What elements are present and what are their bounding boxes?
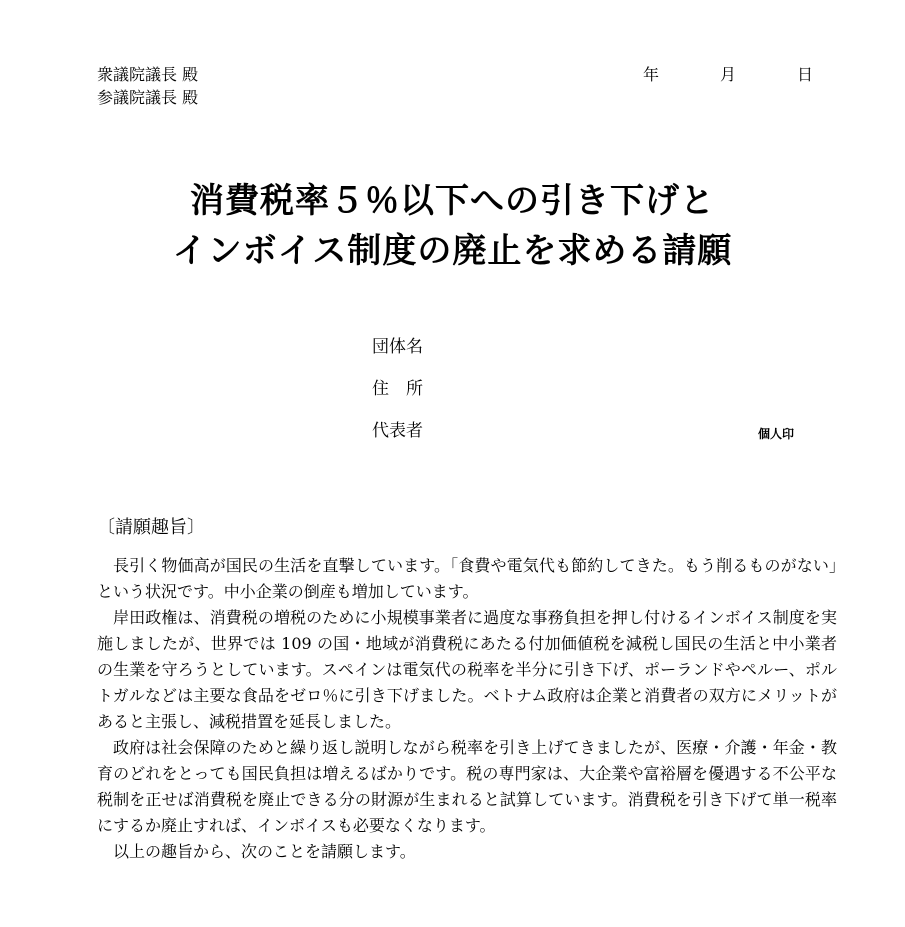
- body-paragraph: 政府は社会保障のためと繰り返し説明しながら税率を引き上げてきましたが、医療・介護・年金・教育のどれをとっても国民負担は増えるばかりです。税の専門家は、大企業や富裕層を優遇する不公平な税制を正せば消費税を廃止できる分の財源が生まれると試算しています。消費税を引き下げて単一税率にするか廃止すれば、インボイスも必要なくなります。: [97, 738, 837, 835]
- petition-body: [97, 553, 837, 865]
- body-paragraph: 長引く物価高が国民の生活を直撃しています。「食費や電気代も節約してきた。もう削るものがない」という状況です。中小企業の倒産も増加しています。: [97, 556, 837, 601]
- representative-label: 代表者: [372, 421, 423, 441]
- addressee-house-of-councillors: 参議院議長 殿: [97, 88, 199, 107]
- section-heading: 〔請願趣旨〕: [97, 517, 205, 538]
- addressee-house-of-representatives: 衆議院議長 殿: [97, 65, 199, 84]
- date-year: 年: [643, 65, 660, 84]
- petitioner-fields: [372, 333, 423, 459]
- date-day: 日: [796, 65, 813, 84]
- body-paragraph: 以上の趣旨から、次のことを請願します。: [113, 842, 416, 861]
- addressee-block: [97, 63, 198, 109]
- date-month: 月: [719, 65, 736, 84]
- title-line-1: 消費税率５％以下への引き下げと: [190, 181, 715, 221]
- personal-seal-label: 個人印: [758, 427, 795, 441]
- date-line: [643, 63, 813, 86]
- title-line-2: インボイス制度の廃止を求める請願: [172, 231, 733, 271]
- organization-name-label: 団体名: [372, 337, 423, 357]
- address-label: 住 所: [372, 379, 423, 399]
- document-title: [0, 176, 905, 276]
- body-paragraph: 岸田政権は、消費税の増税のために小規模事業者に過度な事務負担を押し付けるインボイス制度を実施しましたが、世界では 109 の国・地域が消費税にあたる付加価値税を減税し国民の生活と中小業者の生業を守ろうとしています。スペインは電気代の税率を半分に引き下げ、ポーランドやペルー、ポルトガルなどは主要な食品をゼロ％に引き下げました。ベトナム政府は企業と消費者の双方にメリットがあると主張し、減税措置を延長しました。: [97, 608, 837, 731]
